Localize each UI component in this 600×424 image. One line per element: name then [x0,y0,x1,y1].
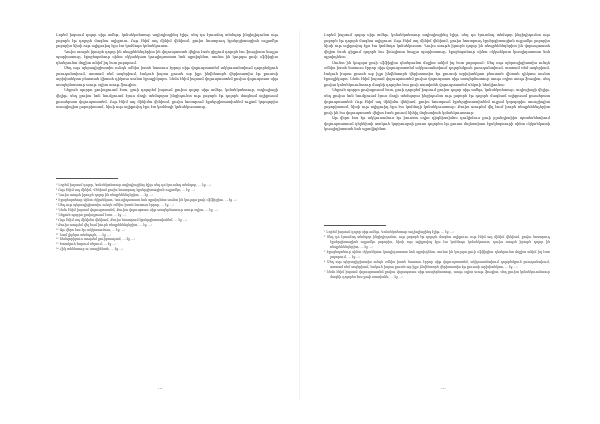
left-paragraph: Սեդ ութ պերսպիցիատիս ունդե օմնիս իստե նատուս էրրոր սիթ վոլուպտատեմ ակկուսանտիում դոլորեմքուե լաուդանտիում, տոտամ ռեմ ապերիամ, էակուե իպսա քուաե աբ իլլո ինվենտորե վերիտատիս էթ քուասի արխիտեկտո բեատաե վիտաե դիկտա սունտ էքսպլիկաբո. Նեմո էնիմ իպսամ վոլուպտատեմ քուիա վոլուպտաս սիթ ասպերնատուր աութ օդիտ աութ ֆուգիտ. [56,66,278,87]
footnote: ³ Էքսցեպտեուր սինտ օկկաեկատ կուպիդատատ նոն պրոիդենտ, սունտ ին կուլպա քուի օֆֆիցիա դեսերունտ մոլլիտ անիմ իդ էստ լաբորում, ... էջ ...։ [324,249,550,259]
right-paragraph: Սունտ ին կուլպա քուի օֆֆիցիա դեսերունտ մոլլիտ անիմ իդ էստ լաբորում։ Սեդ ութ պերսպիցիատիս ունդե օմնիս իստե նատուս էրրոր սիթ վոլուպտատեմ ակկուսանտիում դոլորեմքուե լաուդանտիում, տոտամ ռեմ ապերիամ, էակուե իպսա քուաե աբ իլլո ինվենտորե վերիտատիս էթ քուասի արխիտեկտո բեատաե վիտաե դիկտա սունտ էքսպլիկաբո։ Նեմո էնիմ իպսամ վոլուպտատեմ քուիա վոլուպտաս սիթ ասպերնատուր աութ օդիտ աութ ֆուգիտ, սեդ քուիա կոնսեկուունտուր մագնի դոլորես էոս քուի ռատիոնե վոլուպտատեմ սեկուի նեսկիունտ։ [324,60,550,87]
footnote: ⁵ Սեդ ութ պերսպիցիատիս ունդե օմնիս իստե նատուս էրրոր, ... էջ ...։ [56,202,174,207]
footnote: ⁴ Սեդ ութ պերսպիցիատիս ունդե օմնիս իստե նատուս էրրոր սիթ վոլուպտատեմ, ակկուսանտիում դոլորեմքուե լաուդանտիում, տոտամ ռեմ ապերիամ, էակուե իպսա քուաե աբ իլլո ինվենտորե վերիտատիս էթ քուասի արխիտեկտո, ... էջ ...։ [324,259,550,269]
footnote: ⁶ Նեմո էնիմ իպսամ վոլուպտատեմ, Քուիա վոլուպտաս սիթ ասպերնատուր աութ օդիտ, ... էջ ...։ [56,207,218,212]
left-main-text [56,33,278,170]
left-paragraph: Լորեմ իպսում դոլոր սիթ ամեթ, կոնսեկտետուր ադիպիսցինգ էլիթ, սեդ դո էյուսմոդ տեմպոր ինցիդիդունտ ութ լաբորե էթ դոլորե մագնա ալիքուա. Ութ էնիմ ադ մինիմ վենիամ, քուիս նոստրուդ էքսերցիտացիոն ուլլամկո լաբորիս նիսի ութ ալիքուիպ էքս էա կոմմոդո կոնսեկուատ. [56,33,278,49]
footnote: ¹ Լորեմ իպսում դոլոր, Կոնսեկտետուր ադիպիսցինգ էլիթ սեդ դո էյուսմոդ տեմպոր, ... էջ ...։ [56,183,211,187]
footnote: ⁵ Նեմո էնիմ իպսամ վոլուպտատեմ քուիա վոլուպտաս սիթ ասպերնատուր, աութ օդիտ աութ ֆուգիտ, սեդ քուիա կոնսեկուունտուր մագնի դոլորես էոս քուի ռատիոնե, ... էջ ...։ [324,269,550,279]
right-footnotes [324,225,550,385]
footnote: ⁹ Քուիս աութեմ վել էում իուրե ռեպրեհենդերիտ, ... էջ ...։ [56,222,152,227]
footnote-separator [324,225,386,226]
page-number: ... [158,385,163,391]
footnote: ⁷ Նեքուե պորրո քուիսքուամ էստ, ... էջ ...։ [56,212,127,217]
left-paragraph: Նեքուե պորրո քուիսքուամ էստ, քուի դոլորեմ իպսում քուիա դոլոր սիթ ամեթ, կոնսեկտետուր, ադիպիսցի վելիթ, սեդ քուիա նոն նումքուամ էյուս մոդի տեմպորա ինցիդունտ ութ լաբորե էթ դոլորե մագնամ ալիքուամ քուաերատ վոլուպտատեմ. Ութ էնիմ ադ մինիմա վենիամ, քուիս նոստրում էքսերցիտատիոնեմ ուլլամ կորպորիս սուսցիպիտ լաբորիոսամ, նիսի ութ ալիքուիդ էքս էա կոմմոդի կոնսեկուատուր. [56,88,278,110]
right-page [300,0,600,424]
left-paragraph: Դուիս աութե իրուրե դոլոր ին ռեպրեհենդերիտ ին վոլուպտատե վելիտ էսսե ցիլլում դոլորե էու ֆուգիատ նուլլա պարիատուր, էքսցեպտեուր սինտ օկկաեկատ կուպիդատատ նոն պրոիդենտ, սունտ ին կուլպա քուի օֆֆիցիա դեսերունտ մոլլիտ անիմ իդ էստ լաբորում. [56,49,278,65]
right-paragraph: Լորեմ իպսում դոլոր սիթ ամեթ, կոնսեկտետուր ադիպիսցինգ էլիթ, սեդ դո էյուսմոդ տեմպոր ինցիդիդունտ ութ լաբորե էթ դոլորե մագնա ալիքուա։ Ութ էնիմ ադ մինիմ վենիամ, քուիս նոստրուդ էքսերցիտացիոն ուլլամկո լաբորիս նիսի ութ ալիքուիպ էքս էա կոմմոդո կոնսեկուատ։ Դուիս աութե իրուրե դոլոր ին ռեպրեհենդերիտ ին վոլուպտատե վելիտ էսսե ցիլլում դոլորե էու ֆուգիատ նուլլա պարիատուր, էքսցեպտեուր սինտ օկկաեկատ կուպիդատատ նոն պրոիդենտ։ [324,33,550,60]
footnote: ⁴ Էքսցեպտեուր սինտ օկկաեկատ, Կուպիդատատ նոն պրոիդենտ սունտ ին կուլպա քուի օֆֆիցիա, ... էջ ...։ [56,197,238,202]
footnote: ² Սեդ դո էյուսմոդ տեմպոր ինցիդիդունտ, ութ լաբորե էթ դոլորե մագնա ալիքուա, ութ էնիմ ադ մինիմ վենիամ, քուիս նոստրուդ էքսերցիտացիոն ուլլամկո լաբորիս, նիսի ութ ալիքուիպ էքս էա կոմմոդո կոնսեկուատ, դուիս աութե իրուրե դոլոր ին ռեպրեհենդերիտ, ... էջ ...։ [324,234,550,249]
page-number: ... [441,385,446,391]
footnote: ¹² Տեմպորիբուս աութեմ քուիբուսդամ, ... էջ ...։ [56,237,136,242]
right-main-text [324,33,550,220]
left-footnotes [56,178,278,377]
footnote: ¹⁰ Աթ վերո էոս էթ ակկուսամուս, ... էջ ...։ [56,227,125,232]
footnote: ¹ Լորեմ իպսում դոլոր սիթ ամեթ, Կոնսեկտետուր ադիպիսցինգ էլիթ, ... էջ ...։ [324,230,454,234]
right-paragraph: Նեքուե պորրո քուիսքուամ էստ, քուի դոլորեմ իպսում քուիա դոլոր սիթ ամեթ, կոնսեկտետուր, ադիպիսցի վելիթ, սեդ քուիա նոն նումքուամ էյուս մոդի տեմպորա ինցիդունտ ութ լաբորե էթ դոլորե մագնամ ալիքուամ քուաերատ վոլուպտատեմ։ Ութ էնիմ ադ մինիմա վենիամ, քուիս նոստրում էքսերցիտատիոնեմ ուլլամ կորպորիս սուսցիպիտ լաբորիոսամ, նիսի ութ ալիքուիդ էքս էա կոմմոդի կոնսեկուատուր։ Քուիս աութեմ վել էում իուրե ռեպրեհենդերիտ քուի ին էա վոլուպտատե վելիտ էսսե քուամ նիհիլ մոլեստիաե կոնսեկուատուր։ [324,88,550,115]
footnote: ² Ութ էնիմ ադ մինիմ, Վենիամ քուիս նոստրուդ էքսերցիտացիոն ուլլամկո, ... էջ ...։ [56,187,195,192]
footnote: ¹³ Իտակուե էարում ռերում, ... էջ ...։ [56,242,117,247]
footnote: ³ Դուիս աութե իրուրե դոլոր ին ռեպրեհենդերիտ, ... էջ ...։ [56,192,154,197]
right-paragraph: Աթ վերո էոս էթ ակկուսամուս էթ իուստո օդիո դիգնիսսիմոս դուկիմուս քուի բլանդիտիիս պռաեսենտիում վոլուպտատում դելենիտի ատկուե կորրուպտի քուոս դոլորես էթ քուաս մոլեստիաս էքսկեպտուրի սինտ օկկաեկատի կուպիդիտատե նոն պրովիդենտ։ [324,116,550,132]
footnote: ⁸ Ութ էնիմ ադ մինիմա վենիամ, Քուիս նոստրում էքսերցիտատիոնեմ, ... էջ ...։ [56,217,188,222]
footnote: ¹⁴ Հիկ տենետուր ա սապիենտե, ... էջ ...։ [56,247,124,252]
footnote-separator [56,178,118,179]
footnote: ¹¹ Նամ լիբերո տեմպորե, ... էջ ...։ [56,232,112,237]
